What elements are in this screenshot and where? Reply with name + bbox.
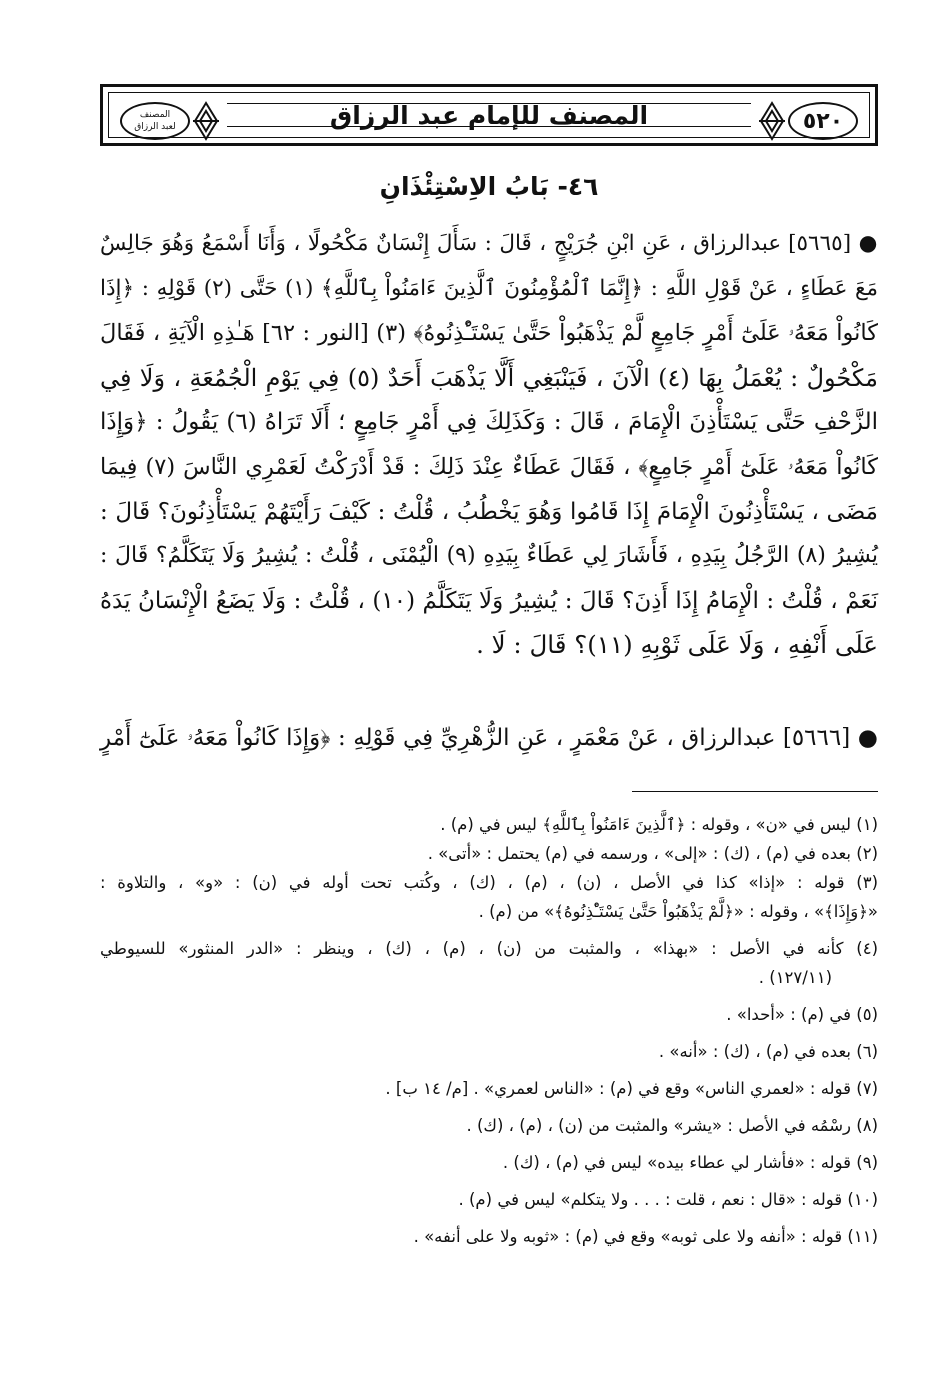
page-number: ٥٢٠	[788, 102, 858, 140]
hadith-5666	[100, 716, 878, 761]
text-line: مَعَ عَطَاءٍ ، عَنْ قَوْلِ اللَّهِ : ﴿إِنَّمَا ٱلْمُؤْمِنُونَ ٱلَّذِينَ ءَامَنُواْ بِٱللَّهِ﴾ (١) حَتَّى (٢) قَوْلِهِ : ﴿إِذَا	[100, 275, 878, 301]
footnote-continuation: (١٢٧/١١) .	[758, 968, 832, 987]
hadith-5665	[100, 222, 878, 668]
text-line: يُشِيرُ (٨) الرَّجُلُ بِيَدِهِ ، فَأَشَارَ لِي عَطَاءٌ بِيَدِهِ (٩) الْيُمْنَى ، قُلْتُ : يُشِيرُ وَلَا يَتَكَلَّمُ؟ قَالَ :	[100, 543, 879, 569]
footnote: (٧) قوله : «لعمري الناس» وقع في (م) : «الناس لعمري» . [م/ ١٤ ب] .	[385, 1079, 878, 1098]
ornament-icon	[759, 101, 785, 141]
text-line: عَلَى أَنْفِهِ ، وَلَا عَلَى ثَوْبِهِ (١١)؟ قَالَ : لَا .	[476, 630, 878, 660]
footnote: (٩) قوله : «فأشار لي عطاء بيده» ليس في (م) ، (ك) .	[502, 1153, 878, 1172]
seal-line: لعبد الرزاق	[134, 122, 176, 132]
running-header	[100, 84, 878, 146]
text-line: كَانُواْ مَعَهُۥ عَلَىٰٓ أَمْرٍ جَامِعٍ لَّمْ يَذْهَبُواْ حَتَّىٰ يَسْتَـْٔذِنُوهُ﴾ (٣) [النور : ٦٢] هَـٰذِهِ الْآيَةِ ، فَقَالَ	[100, 320, 879, 347]
title-band	[227, 100, 751, 130]
footnote: (١) ليس في «ن» ، وقوله : ﴿ٱلَّذِينَ ءَامَنُواْ بِٱللَّهِ﴾ ليس في (م) .	[440, 815, 878, 834]
footnote: (٥) في (م) : «أحدا» .	[726, 1005, 878, 1024]
header-inner-border	[108, 92, 870, 138]
text-line: ● [٥٦٦٦] عبدالرزاق ، عَنْ مَعْمَرٍ ، عَنِ الزُّهْرِيِّ فِي قَوْلِهِ : ﴿وَإِذَا كَانُواْ مَعَهُۥ عَلَىٰٓ أَمْرٍ	[100, 725, 878, 751]
text-line: ● [٥٦٦٥] عبدالرزاق ، عَنِ ابْنِ جُرَيْجٍ ، قَالَ : سَأَلَ إِنْسَانٌ مَكْحُولًا ، وَأَنَا أَسْمَعُ وَهُوَ جَالِسٌ	[100, 231, 879, 256]
chapter-heading: ٤٦- بَابُ الاِسْتِئْذَانِ	[379, 172, 599, 201]
text-line: مَكْحُولٌ : يُعْمَلُ بِهَا (٤) الْآنَ ، فَيَنْبَغِي أَلَّا يَذْهَبَ أَحَدٌ (٥) فِي يَوْمِ الْجُمُعَةِ ، وَلَا فِي	[100, 363, 879, 392]
footnote: (٣) قوله : «إذا» كذا في الأصل ، (ن) ، (م) ، (ك) ، وكُتب تحت أوله في (ن) : «و» ، والتلاوة :	[100, 873, 878, 892]
text-line: نَعَمْ ، قُلْتُ : الْإِمَامُ إِذَا أَذِنَ؟ قَالَ : يُشِيرُ وَلَا يَتَكَلَّمُ (١٠) ، قُلْتُ : وَلَا يَضَعُ الْإِنْسَانُ يَدَهُ	[100, 587, 878, 614]
book-seal	[117, 99, 193, 143]
footnote-divider	[632, 791, 878, 792]
footnote-continuation: «﴿وَإِذَا﴾» ، وقوله : «﴿لَّمْ يَذْهَبُواْ حَتَّىٰ يَسْتَـْٔذِنُوهُ﴾» من (م) .	[478, 902, 878, 921]
footnote: (٨) رسْمُه في الأصل : «يشر» والمثبت من (ن) ، (م) ، (ك) .	[466, 1116, 878, 1135]
footnote: (٦) بعده في (م) ، (ك) : «أنه» .	[658, 1042, 878, 1061]
seal-icon	[120, 102, 190, 140]
text-line: مَضَى ، يَسْتَأْذِنُونَ الْإِمَامَ إِذَا قَامُوا وَهُوَ يَخْطُبُ ، قُلْتُ : كَيْفَ رَأَيْتَهُمْ يَسْتَأْذِنُونَ؟ قَالَ :	[100, 498, 878, 525]
text-line: كَانُواْ مَعَهُۥ عَلَىٰٓ أَمْرٍ جَامِعٍ﴾ ، فَقَالَ عَطَاءٌ عِنْدَ ذَلِكَ : قَدْ أَدْرَكْتُ لَعَمْرِي النَّاسَ (٧) فِيمَا	[100, 453, 878, 480]
footnote: (٢) بعده في (م) ، (ك) : «إلى» ، ورسمه في (م) يحتمل : «أتى» .	[427, 844, 878, 863]
ornament-icon	[193, 101, 219, 141]
footnote: (١٠) قوله : «قال : نعم ، قلت : . . . ولا يتكلم» ليس في (م) .	[458, 1190, 878, 1209]
page-number-medallion	[785, 99, 861, 143]
footnote: (١١) قوله : «أنفه ولا على ثوبه» وقع في (م) : «ثوبه ولا على أنفه» .	[413, 1227, 878, 1246]
text-line: الزَّحْفِ حَتَّى يَسْتَأْذِنَ الْإِمَامَ ، قَالَ : وَكَذَلِكَ فِي أَمْرٍ جَامِعٍ ؛ أَلَا تَرَاهُ (٦) يَقُولُ : ﴿وَإِذَا	[100, 409, 878, 436]
footnote: (٤) كأنه في الأصل : «بهذا» ، والمثبت من (ن) ، (م) ، (ك) ، وينظر : «الدر المنثور» للسيوطي	[100, 939, 878, 958]
book-title: المصنف للإمام عبد الرزاق	[329, 100, 649, 130]
footnotes	[100, 810, 878, 1251]
seal-line: المصنف	[139, 110, 171, 120]
